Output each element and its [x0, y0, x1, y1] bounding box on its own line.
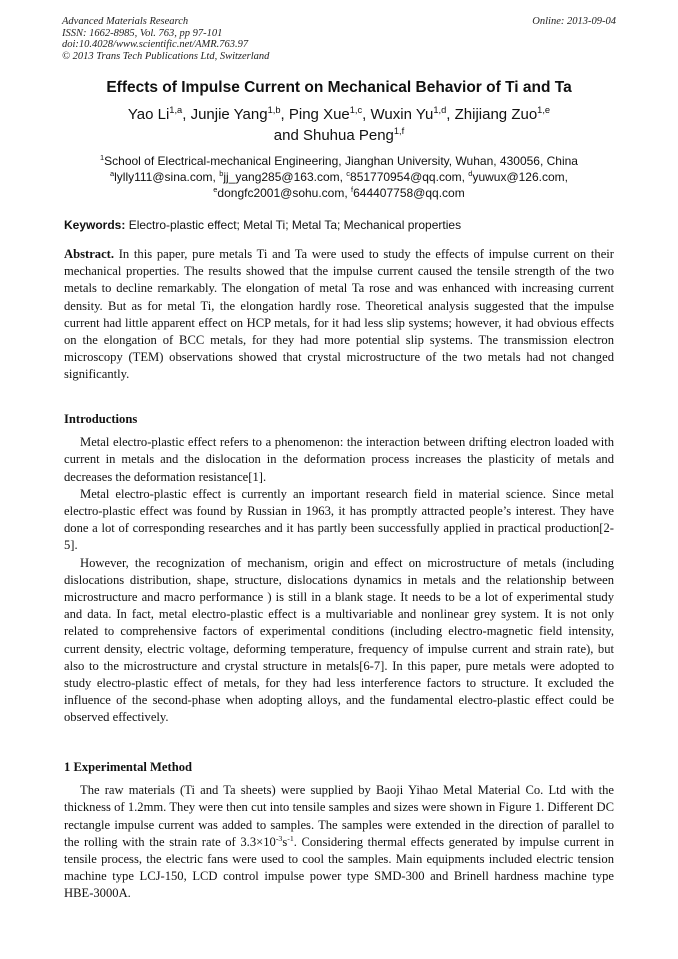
email[interactable]: $^a$lylly111@sina.com: [109, 169, 213, 184]
author: Yao Li$^{1,a}$: [127, 105, 183, 123]
email[interactable]: $^e$dongfc2001@sohu.com: [213, 185, 345, 200]
abstract-label: Abstract.: [64, 247, 115, 261]
author: Wuxin Yu$^{1,d}$: [370, 105, 447, 123]
section-experimental-method: [64, 759, 614, 903]
abstract: [64, 246, 614, 384]
section-heading: 1 Experimental Method: [64, 760, 193, 774]
author: Ping Xue$^{1,c}$: [288, 105, 363, 123]
copyright-line: © 2013 Trans Tech Publications Ltd, Switzerland: [62, 50, 270, 62]
paper-title: Effects of Impulse Current on Mechanical Behavior of Ti and Ta: [106, 79, 572, 96]
email[interactable]: $^b$jj_yang285@163.com: [219, 169, 340, 184]
section-heading: Introductions: [64, 412, 138, 426]
doi-line: doi:10.4028/www.scientific.net/AMR.763.97: [62, 39, 249, 50]
affiliation: $^1$School of Electrical-mechanical Engineering, Jianghan University, Wuhan, 430056, China: [100, 153, 578, 168]
keywords-text: Electro-plastic effect; Metal Ti; Metal Ta; Mechanical properties: [128, 218, 462, 232]
paragraph: Metal electro-plastic effect is currently an important research field in material science. Since metal electro-plastic effect was found by Russian in 1963, it has promptly attracted people’s interest. They have done a lot of corresponding researches and it has partly been successfully applied in practical production[2-5].: [64, 486, 614, 553]
email-line: $^a$lylly111@sina.com, $^b$jj_yang285@163.com, $^c$851770954@qq.com, $^d$yuwux@126.com,: [109, 169, 569, 184]
online-date: Online: 2013-09-04: [532, 16, 616, 27]
keywords-label: Keywords:: [64, 218, 126, 232]
paragraph: The raw materials (Ti and Ta sheets) were supplied by Baoji Yihao Metal Material Co. Ltd with the thickness of 1.2mm. They were then cut into tensile samples and sizes were shown in Figure 1. Different DC rectangle impulse current was added to samples. The samples were extended in the direction of parallel to the rolling with the strain rate of $3.3\times 10^{-3}s^{-1}$. Considering thermal effects generated by impulse current in tensile process, the electric fans were used to cool the samples. Main equipments included electric tension machine type LCJ-150, LCD control impulse power type SMD-300 and Brinell hardness machine type HBE-3000A.: [64, 783, 614, 901]
issn-line: ISSN: 1662-8985, Vol. 763, pp 97-101: [62, 27, 223, 39]
email[interactable]: $^c$851770954@qq.com: [346, 169, 462, 184]
author-list: Yao Li$^{1,a}$, Junjie Yang$^{1,b}$, Ping Xue$^{1,c}$, Wuxin Yu$^{1,d}$, Zhijiang Zuo$^{1,e}$ and Shuhua Peng$^{1,f}$: [127, 105, 551, 144]
keywords: [64, 218, 614, 232]
abstract-text: In this paper, pure metals Ti and Ta were used to study the effects of impulse current on their mechanical properties. The results showed that the impulse current caused the tensile strength of the two metals to decline remarkably. The elongation of metal Ta rose and was enhanced with increasing current density. But as for metal Ti, the elongation hardly rose. Theoretical analysis suggested that the impulse current had little apparent effect on HCP metals, for it had less slip systems; however, it had obvious effects on the elongation of BCC metals, for they had more potential slip systems. The transmission electron microscopy (TEM) observations showed that crystal microstructure of the two metals had not changed significantly.: [64, 247, 614, 382]
journal-name: Advanced Materials Research: [62, 16, 189, 27]
author: Junjie Yang$^{1,b}$: [190, 105, 281, 123]
email-line: $^e$dongfc2001@sohu.com, $^f$644407758@qq.com: [213, 185, 465, 200]
email[interactable]: $^d$yuwux@126.com: [468, 169, 565, 184]
email[interactable]: $^f$644407758@qq.com: [351, 185, 465, 200]
affiliation-block: [40, 153, 638, 201]
author: Zhijiang Zuo$^{1,e}$: [454, 105, 551, 123]
journal-header: [62, 16, 616, 62]
paragraph: Metal electro-plastic effect refers to a phenomenon: the interaction between drifting electron loaded with current in metals and the dislocation in the deformation process increases the plasticity of metals and decreases the deformation resistance[1].: [64, 435, 614, 484]
author: Shuhua Peng$^{1,f}$: [302, 126, 405, 144]
section-introduction: [64, 411, 614, 727]
paragraph: However, the recognization of mechanism, origin and effect on microstructure of metals (including dislocations distribution, shape, structure, dislocations dynamics in metals and the relationship between microstructure and macro performance ) is still in a blank stage. It needs to be a lot of experimental study and data. In fact, metal electro-plastic effect is a multivariable and nonlinear grey system. It is not only related to comprehensive factors of experimental conditions (including electro-magnetic field intensity, current density, electric voltage, deforming temperature, frequency of impulse current and strain rate), but also to the microstructure and crystal structure in metals[6-7]. In this paper, pure metals were adopted to study electro-plastic effect of metals, for they had less interference factors to structure. It excluded the influence of the second-phase when adopting alloys, and the fundamental electro-plastic effect could be observed effectively.: [64, 555, 614, 725]
authors-joiner: and: [273, 127, 299, 144]
